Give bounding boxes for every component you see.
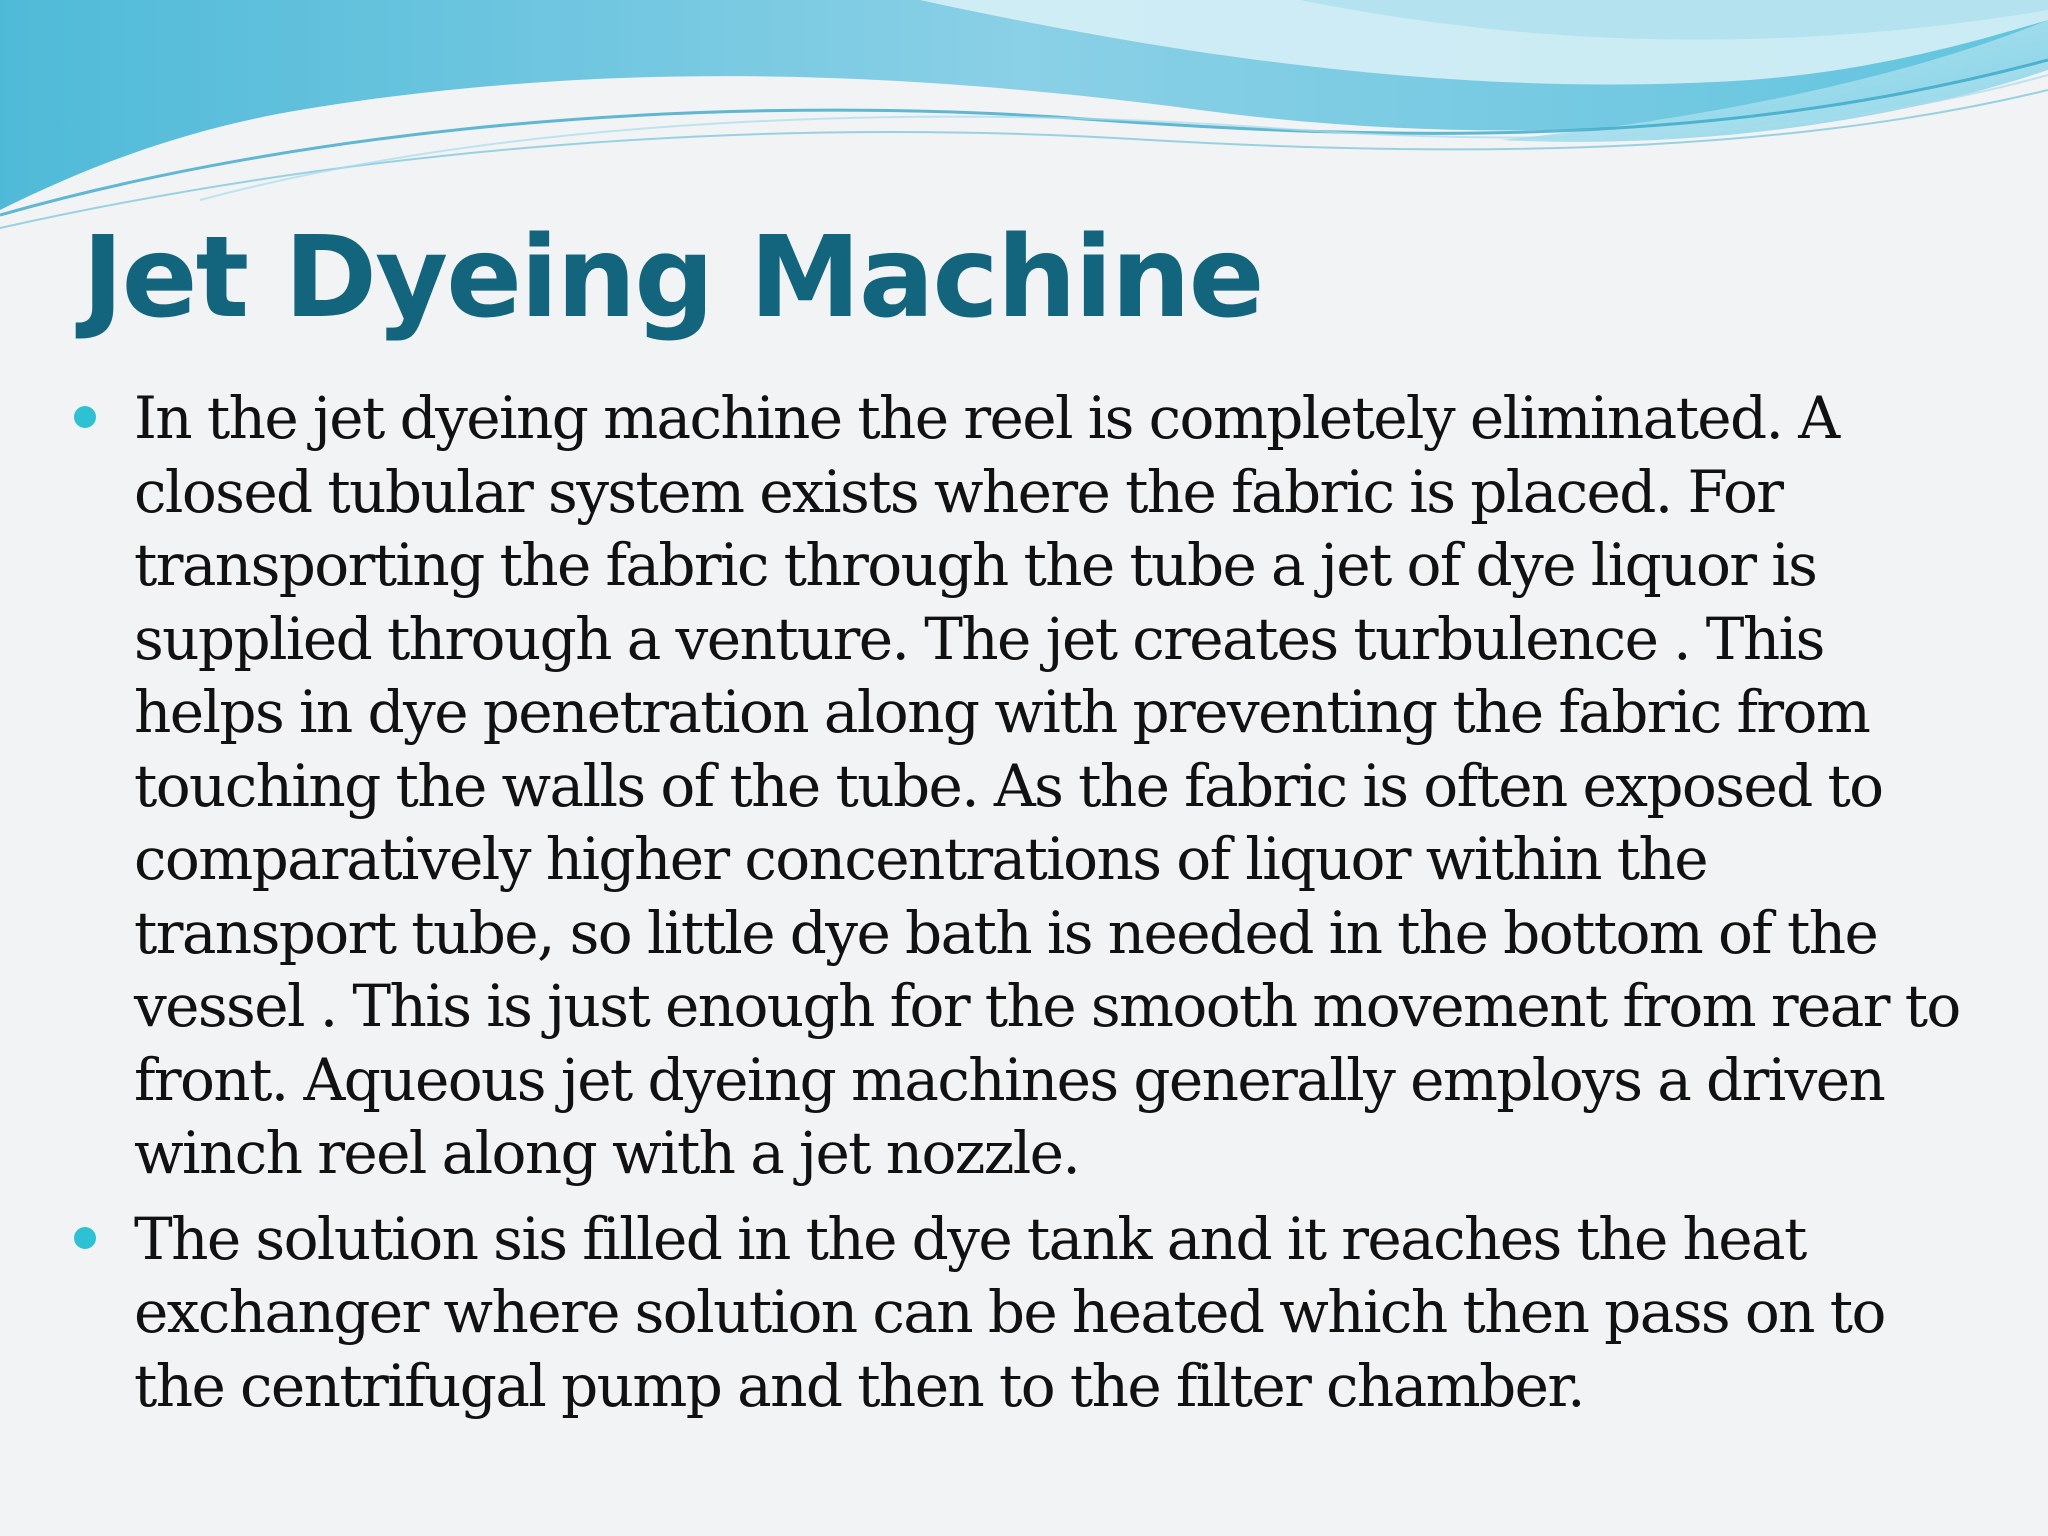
slide-title: Jet Dyeing Machine [82,213,1263,343]
bullet-list [74,382,1984,1435]
bullet-text: In the jet dyeing machine the reel is completely eliminated. A closed tubular system exists where the fabric is placed. For transporting the fabric through the tube a jet of dye liquor is supplied through a venture. The jet creates turbulence . This helps in dye penetration along with preventing the fabric from touching the walls of the tube. As the fabric is often exposed to comparatively higher concentrations of liquor within the transport tube, so little dye bath is needed in the bottom of the vessel . This is just enough for the smooth movement from rear to front. Aqueous jet dyeing machines generally employs a driven winch reel along with a jet nozzle. [134,384,1960,1187]
bullet-item [74,382,1984,1191]
bullet-dot-icon [74,406,96,428]
bullet-dot-icon [74,1227,96,1249]
bullet-text: The solution sis filled in the dye tank and it reaches the heat exchanger where solution can be heated which then pass on to the centrifugal pump and then to the filter chamber. [134,1204,1885,1420]
bullet-item [74,1203,1984,1424]
